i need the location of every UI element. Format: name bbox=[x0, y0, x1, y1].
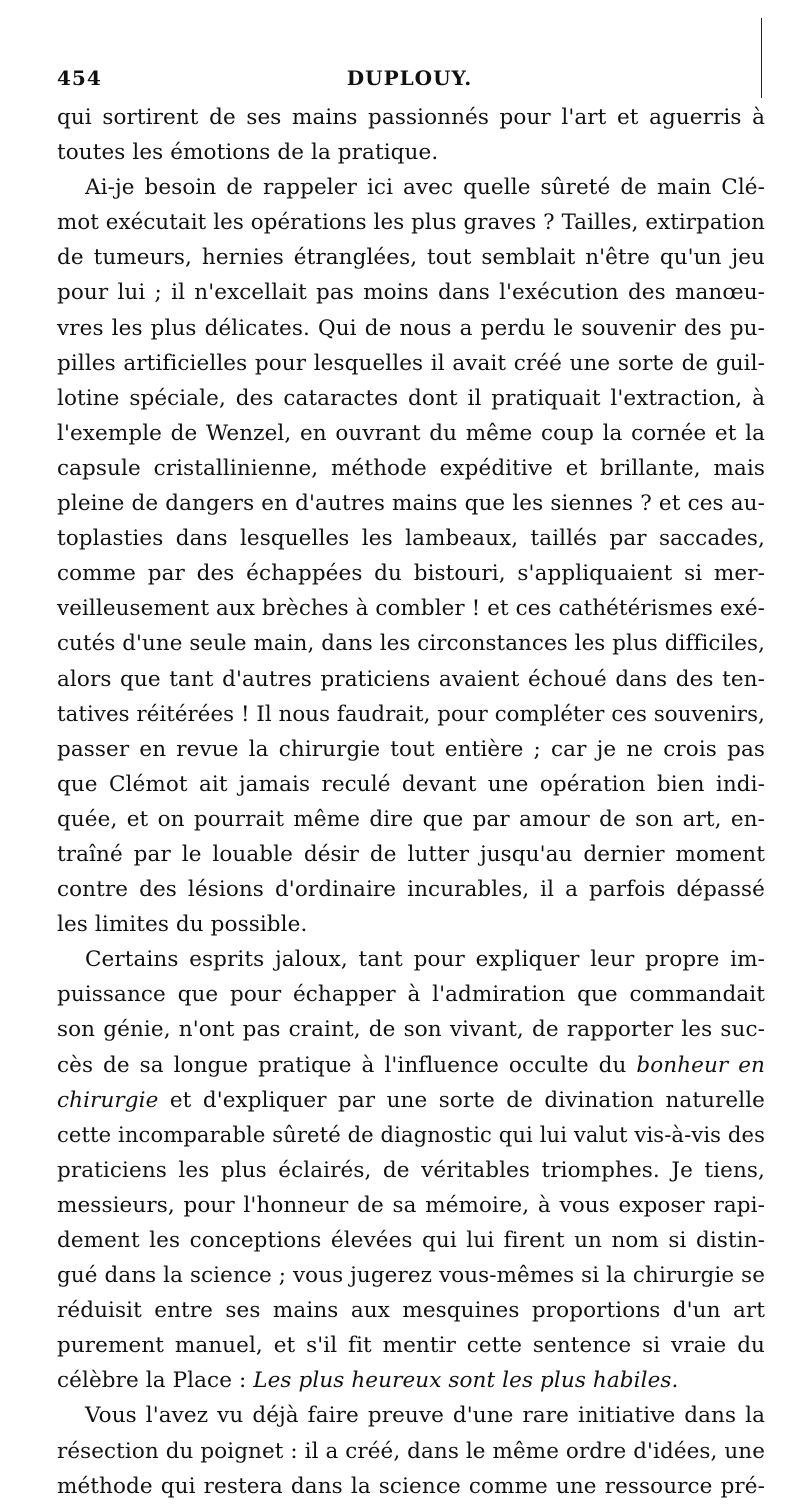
text-line bbox=[57, 1434, 763, 1469]
text-line bbox=[57, 802, 765, 837]
text-run: lotine spéciale, des cataractes dont il pratiquait l'extraction, à bbox=[57, 385, 765, 411]
page-number: 454 bbox=[57, 66, 102, 90]
text-run: toutes les émotions de la pratique. bbox=[57, 140, 439, 166]
text-line bbox=[57, 1363, 765, 1398]
text-run: praticiens les plus éclairés, de véritables triomphes. Je tiens, bbox=[57, 1157, 765, 1183]
text-run: de tumeurs, hernies étranglées, tout semblait n'être qu'un jeu bbox=[57, 245, 765, 271]
text-line bbox=[57, 1398, 765, 1433]
text-run: cès de sa longue pratique à l'influence occulte du bbox=[57, 1052, 637, 1078]
body-text bbox=[57, 100, 765, 1504]
page-header bbox=[57, 66, 762, 96]
text-run: tatives réitérées ! Il nous faudrait, pour compléter ces souvenirs, bbox=[57, 701, 765, 727]
text-run: quée, et on pourrait même dire que par amour de son art, en- bbox=[57, 806, 765, 832]
text-run: pour lui ; il n'excellait pas moins dans l'exécution des manœu- bbox=[57, 280, 765, 306]
text-run: comme par des échappées du bistouri, s'appliquaient si mer- bbox=[57, 561, 765, 587]
text-run: les limites du possible. bbox=[57, 912, 308, 938]
text-run: mot exécutait les opérations les plus graves ? Tailles, extirpation bbox=[57, 210, 765, 236]
text-run: Certains esprits jaloux, tant pour expliquer leur propre im- bbox=[85, 947, 765, 973]
text-line bbox=[57, 872, 765, 907]
text-line bbox=[57, 732, 765, 767]
text-line bbox=[57, 346, 765, 381]
text-line bbox=[57, 626, 765, 661]
text-line bbox=[57, 1083, 765, 1118]
text-run: résection du poignet : il a créé, dans le même ordre d'idées, une bbox=[57, 1438, 765, 1464]
text-line bbox=[57, 135, 765, 170]
text-line bbox=[57, 1048, 765, 1083]
text-run: alors que tant d'autres praticiens avaient échoué dans des ten- bbox=[57, 666, 765, 692]
text-run: cutés d'une seule main, dans les circonstances les plus difficiles, bbox=[57, 631, 765, 657]
text-run: dement les conceptions élevées qui lui firent un nom si distin- bbox=[57, 1228, 765, 1253]
running-title: DUPLOUY. bbox=[346, 66, 473, 90]
margin-rule bbox=[761, 18, 762, 98]
text-line bbox=[57, 416, 765, 451]
text-line bbox=[57, 1258, 764, 1293]
text-line bbox=[57, 240, 765, 275]
text-line bbox=[57, 1012, 765, 1047]
text-line bbox=[57, 1188, 765, 1223]
text-run: passer en revue la chirurgie tout entière ; car je ne crois pas bbox=[57, 736, 765, 762]
text-run: réduisit entre ses mains aux mesquines proportions d'un art bbox=[57, 1298, 765, 1324]
text-line bbox=[57, 451, 765, 486]
text-line bbox=[57, 591, 765, 626]
italic-phrase: Les plus heureux sont les plus habiles. bbox=[253, 1368, 679, 1394]
text-line bbox=[57, 767, 765, 802]
text-line bbox=[57, 907, 765, 942]
text-run: que Clémot ait jamais reculé devant une opération bien indi- bbox=[57, 771, 765, 797]
text-run: Ai-je besoin de rappeler ici avec quelle sûreté de main Clé- bbox=[85, 175, 765, 201]
text-run: gué dans la science ; vous jugerez vous-mêmes si la chirurgie se bbox=[57, 1263, 765, 1289]
text-line bbox=[57, 977, 765, 1012]
text-run: pilles artificielles pour lesquelles il avait créé une sorte de guil- bbox=[57, 350, 765, 376]
text-run: et d'expliquer par une sorte de divination naturelle bbox=[158, 1087, 765, 1113]
text-line bbox=[57, 1153, 765, 1188]
text-run: capsule cristallinienne, méthode expéditive et brillante, mais bbox=[57, 455, 765, 481]
text-line bbox=[57, 100, 765, 135]
text-run: traîné par le louable désir de lutter jusqu'au dernier moment bbox=[57, 841, 765, 867]
text-line bbox=[57, 311, 765, 346]
italic-phrase: bonheur en bbox=[636, 1052, 765, 1078]
text-run: puissance que pour échapper à l'admiration que commandait bbox=[57, 982, 765, 1008]
text-line bbox=[57, 170, 765, 205]
text-line bbox=[57, 1469, 765, 1504]
text-run: méthode qui restera dans la science comme une ressource pré- bbox=[57, 1473, 765, 1499]
text-line bbox=[57, 1223, 765, 1258]
text-run: veilleusement aux brèches à combler ! et ces cathétérismes exé- bbox=[57, 596, 765, 622]
italic-phrase: chirurgie bbox=[57, 1087, 159, 1113]
text-run: messieurs, pour l'honneur de sa mémoire, à vous exposer rapi- bbox=[57, 1192, 765, 1218]
text-run: purement manuel, et s'il fit mentir cette sentence si vraie du bbox=[57, 1333, 765, 1359]
text-line bbox=[57, 697, 765, 732]
text-line bbox=[57, 486, 765, 521]
text-run: célèbre la Place : bbox=[57, 1368, 254, 1394]
text-run: l'exemple de Wenzel, en ouvrant du même coup la cornée et la bbox=[57, 420, 765, 446]
text-line bbox=[57, 1118, 765, 1153]
text-line bbox=[57, 381, 765, 416]
text-line bbox=[57, 1293, 765, 1328]
text-line bbox=[57, 942, 765, 977]
text-line bbox=[57, 1328, 765, 1363]
text-run: Vous l'avez vu déjà faire preuve d'une rare initiative dans la bbox=[85, 1403, 765, 1429]
text-line bbox=[57, 662, 765, 697]
text-run: qui sortirent de ses mains passionnés pour l'art et aguerris à bbox=[57, 105, 765, 130]
text-run: cette incomparable sûreté de diagnostic qui lui valut vis-à-vis des bbox=[57, 1122, 765, 1148]
text-line bbox=[57, 275, 765, 310]
text-run: vres les plus délicates. Qui de nous a perdu le souvenir des pu- bbox=[57, 315, 765, 341]
text-run: son génie, n'ont pas craint, de son vivant, de rapporter les suc- bbox=[57, 1017, 765, 1043]
text-line bbox=[57, 521, 765, 556]
text-line bbox=[57, 205, 765, 240]
text-line bbox=[57, 556, 765, 591]
text-run: pleine de dangers en d'autres mains que les siennes ? et ces au- bbox=[57, 491, 765, 517]
text-run: toplasties dans lesquelles les lambeaux, taillés par saccades, bbox=[57, 526, 765, 552]
text-line bbox=[57, 837, 765, 872]
text-run: contre des lésions d'ordinaire incurables, il a parfois dépassé bbox=[57, 877, 765, 903]
